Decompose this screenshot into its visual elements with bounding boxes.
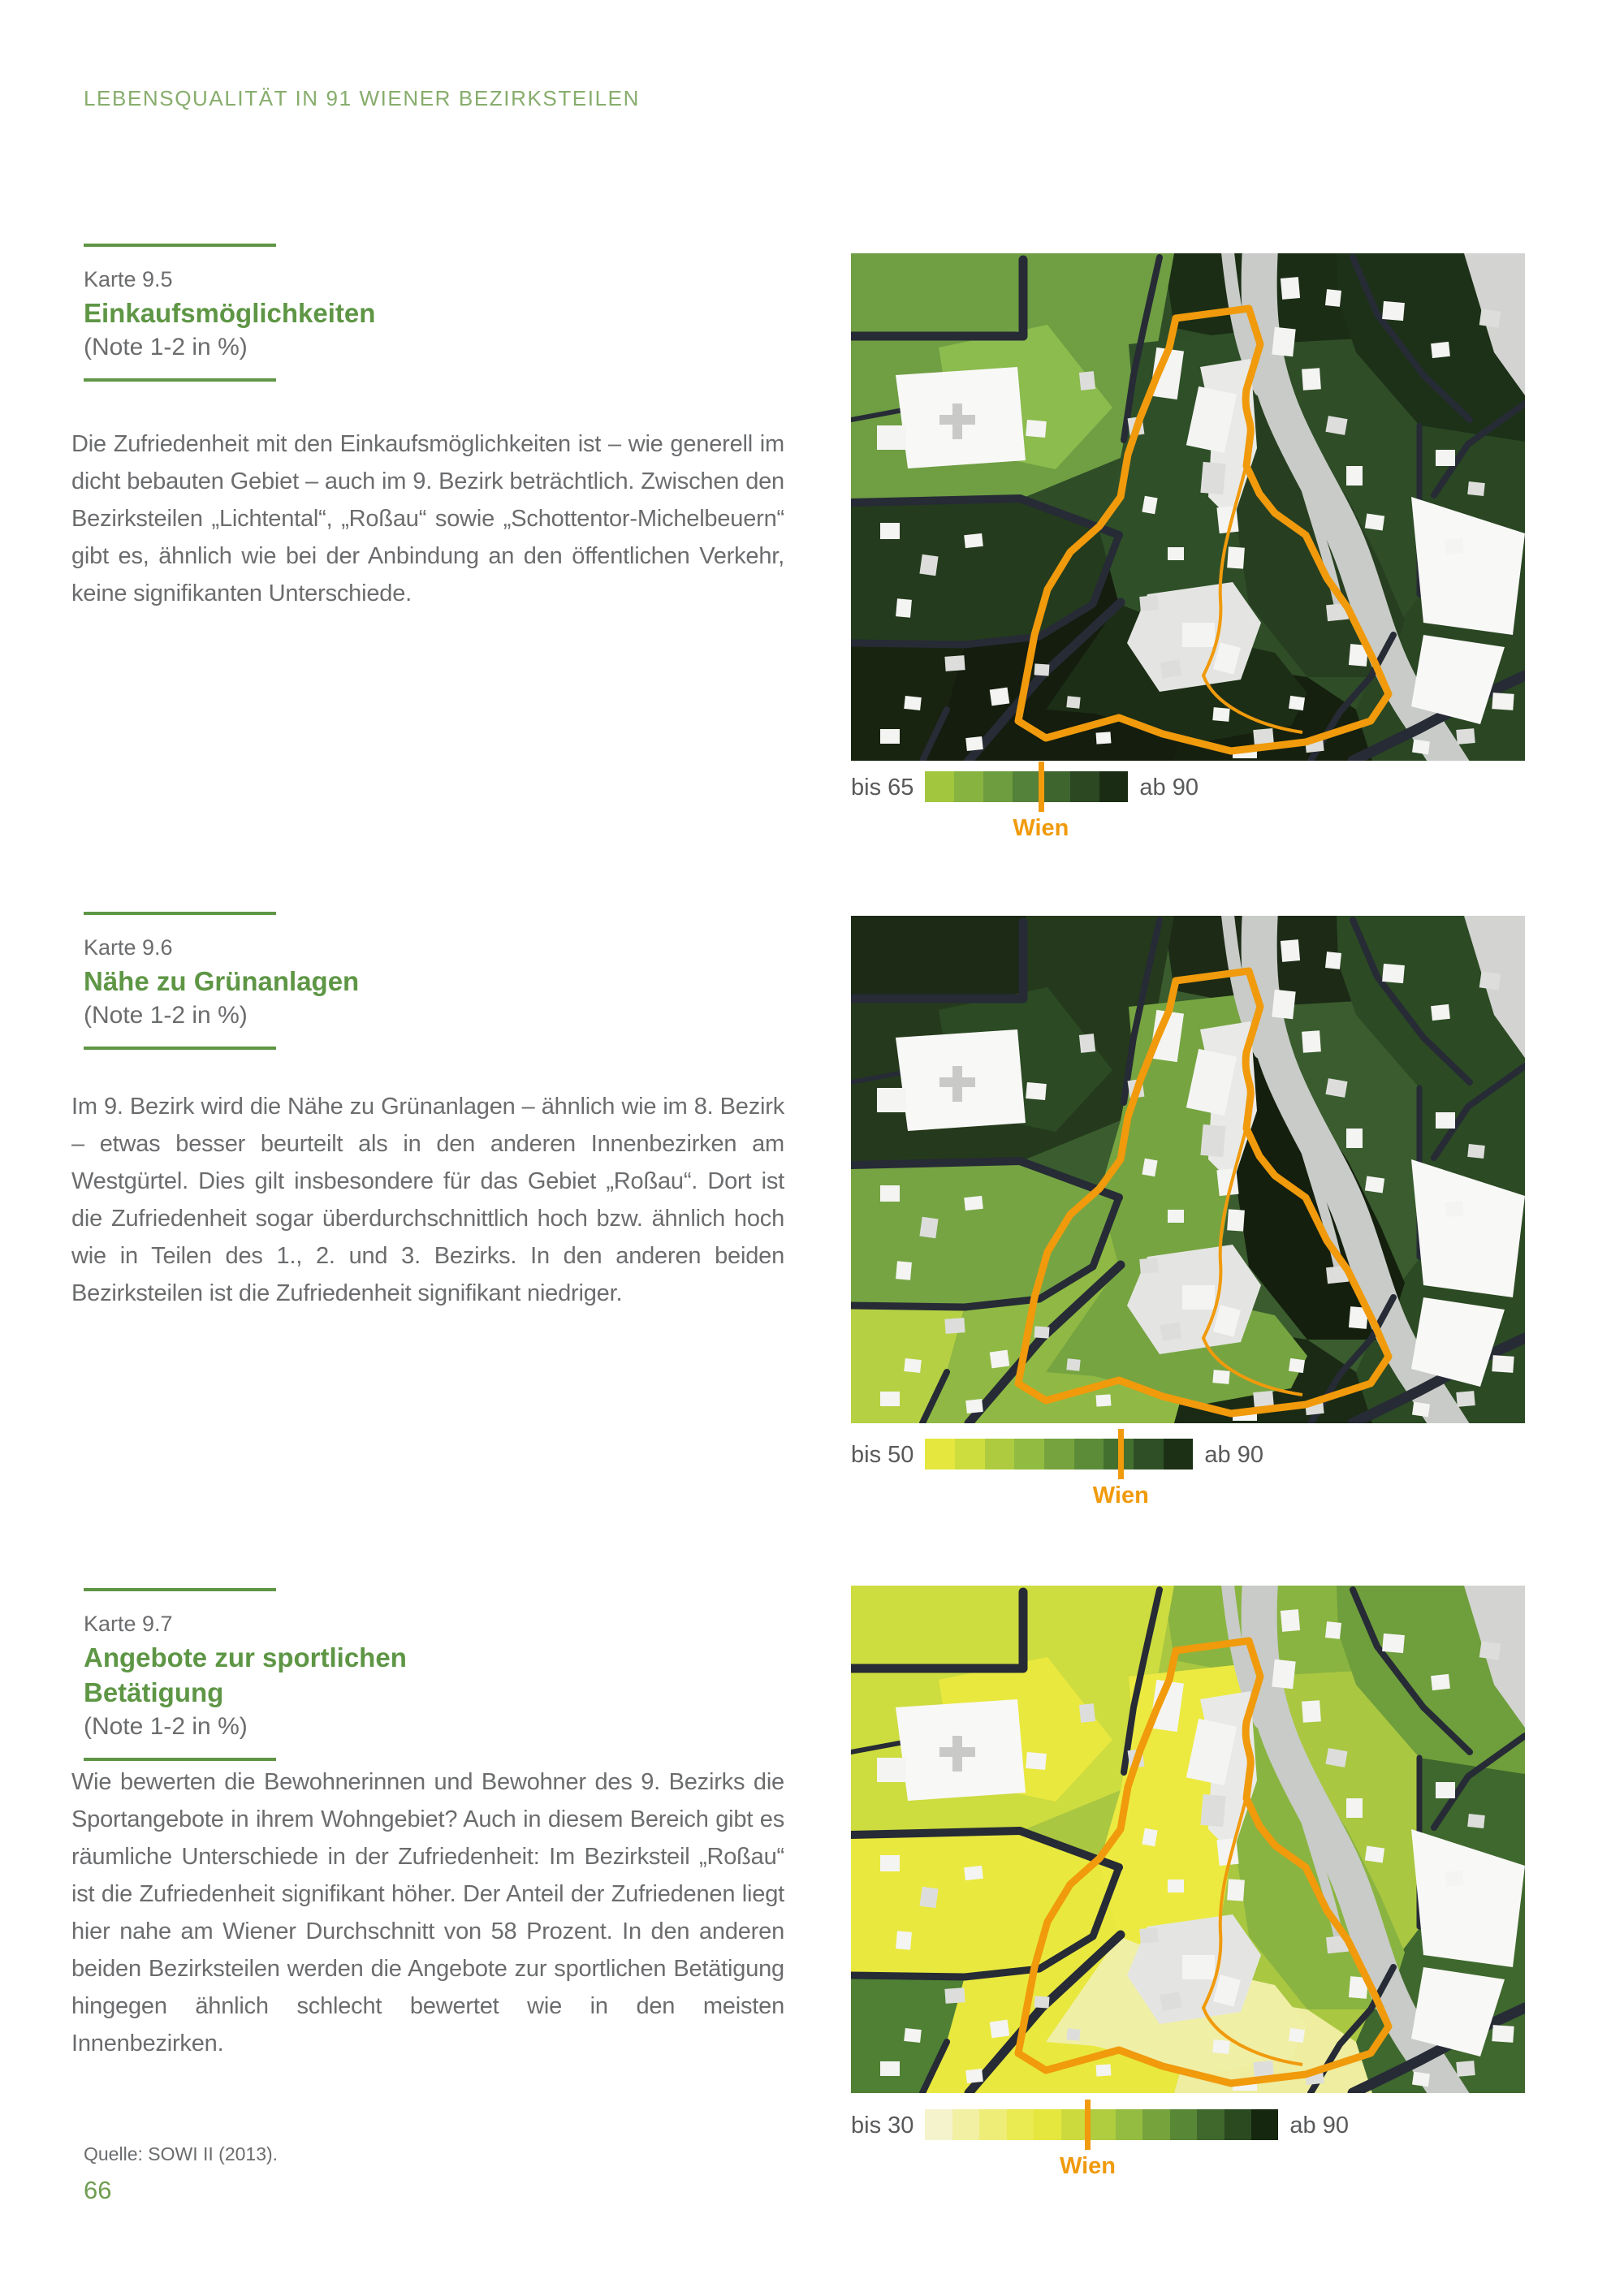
building-footprint: [1200, 462, 1225, 494]
caption-rule-bottom: [84, 378, 276, 382]
building-footprint: [1382, 301, 1405, 321]
source-note: Quelle: SOWI II (2013).: [84, 2143, 279, 2164]
building-footprint: [1168, 1880, 1184, 1892]
building-footprint: [1467, 1144, 1485, 1159]
building-footprint: [1479, 1641, 1501, 1659]
map-caption-9-7: [84, 1588, 425, 1761]
building-footprint: [1142, 496, 1157, 514]
church-cross-icon: [939, 1747, 975, 1757]
building-footprint: [919, 1217, 938, 1239]
legend-swatch: [1034, 2109, 1060, 2140]
legend-swatch: [925, 771, 954, 802]
map-legend-sport: [851, 2109, 1349, 2199]
building-footprint: [944, 1987, 965, 2004]
building-footprint: [919, 555, 938, 576]
church-cross-icon: [939, 1077, 975, 1087]
building-footprint: [1142, 1828, 1157, 1846]
legend-swatch: [1224, 2109, 1251, 2140]
building-footprint: [1456, 728, 1475, 744]
caption-rule-bottom: [84, 1758, 276, 1761]
building-footprint: [1253, 728, 1273, 744]
wien-average-label: Wien: [1013, 815, 1069, 841]
building-footprint: [1034, 663, 1050, 675]
karte-number: Karte 9.7: [84, 1612, 173, 1636]
building-footprint: [880, 729, 900, 744]
legend-max-label: ab 90: [1204, 1442, 1263, 1468]
legend-swatch: [1116, 2109, 1142, 2140]
map-canvas: [851, 253, 1525, 761]
building-footprint: [880, 1392, 900, 1406]
building-footprint: [965, 736, 983, 751]
building-footprint: [990, 688, 1010, 706]
building-footprint: [904, 2028, 922, 2043]
building-footprint: [1139, 1258, 1158, 1274]
building-footprint: [1200, 1794, 1225, 1827]
building-footprint: [880, 523, 900, 539]
building-footprint: [1096, 732, 1112, 744]
building-footprint: [1160, 659, 1181, 679]
building-footprint: [877, 425, 906, 450]
building-footprint: [1445, 1871, 1464, 1888]
legend-swatch: [1014, 1439, 1044, 1470]
legend-swatch: [985, 1439, 1015, 1470]
building-footprint: [1281, 277, 1300, 300]
building-footprint: [919, 1887, 938, 1909]
building-footprint: [1431, 1674, 1450, 1690]
legend-max-label: ab 90: [1289, 2113, 1349, 2138]
building-footprint: [1479, 971, 1501, 990]
legend-swatch: [925, 2109, 952, 2140]
wien-average-marker: [1039, 762, 1044, 812]
building-footprint: [1365, 514, 1384, 531]
building-footprint: [1212, 707, 1229, 722]
building-footprint: [1253, 2061, 1273, 2077]
building-footprint: [1034, 1326, 1050, 1338]
legend-swatch: [955, 1439, 985, 1470]
building-footprint: [1302, 368, 1321, 390]
building-footprint: [1456, 2061, 1475, 2077]
legend-swatch: [952, 2109, 979, 2140]
building-footprint: [1302, 1700, 1321, 1722]
building-footprint: [877, 1758, 906, 1782]
building-footprint: [880, 1855, 900, 1871]
church-cross-icon: [939, 415, 975, 425]
building-footprint: [1272, 327, 1295, 357]
legend-swatch: [1134, 1439, 1164, 1470]
legend-swatch: [1007, 2109, 1034, 2140]
building-footprint: [896, 1261, 912, 1280]
building-footprint: [1302, 1030, 1321, 1052]
paragraph-gruenanlagen: Im 9. Bezirk wird die Nähe zu Grünanlagen – ähnlich wie im 8. Bezirk – etwas besser beurteilt als in den anderen Innenbezirken am Westgürtel. Dies gilt insbesondere für das Gebiet „Roßau“. Dort ist die Zufriedenheit sogar überdurchschnittlich hoch bzw. ähnlich hoch wie in Teilen des 1., 2. und 3. Bezirks. In den anderen beiden Bezirksteilen ist die Zufriedenheit signifikant niedriger.: [71, 1094, 784, 1306]
building-footprint: [990, 1350, 1010, 1369]
building-footprint: [1227, 546, 1245, 568]
building-footprint: [896, 598, 912, 617]
building-footprint: [1212, 1370, 1229, 1384]
building-footprint: [1272, 1659, 1295, 1690]
district-region: [851, 1586, 1026, 1669]
building-footprint: [1168, 547, 1184, 560]
map-legend-einkauf: [851, 771, 1199, 861]
karte-title: Einkaufsmöglichkeiten: [84, 298, 376, 328]
building-footprint: [880, 1185, 900, 1202]
building-footprint: [1026, 420, 1047, 438]
choropleth-map-sport: [851, 1586, 1525, 2093]
legend-gradient-bar: [925, 771, 1128, 841]
building-footprint: [1289, 2028, 1305, 2043]
karte-number: Karte 9.5: [84, 267, 173, 291]
building-footprint: [1227, 1879, 1245, 1901]
caption-rule-top: [84, 244, 276, 247]
building-footprint: [1436, 1782, 1455, 1798]
building-footprint: [1325, 416, 1347, 435]
district-region: [851, 253, 1026, 337]
building-footprint: [877, 1088, 906, 1112]
building-footprint: [1289, 696, 1305, 710]
map-caption-9-5: [84, 244, 425, 382]
building-footprint: [1142, 1159, 1157, 1176]
wien-average-label: Wien: [1092, 1482, 1149, 1508]
building-footprint: [1467, 1814, 1485, 1828]
map-canvas: [851, 1586, 1525, 2093]
building-footprint: [1079, 1703, 1095, 1723]
building-footprint: [1168, 1210, 1184, 1223]
legend-swatch: [1251, 2109, 1278, 2140]
district-region: [851, 916, 1026, 999]
building-footprint: [1182, 1955, 1215, 1979]
paragraph-sport: Wie bewerten die Bewohnerinnen und Bewohner des 9. Bezirks die Sportangebote in ihrem Wohngebiet? Auch in diesem Bereich gibt es räumliche Unterschiede in der Zufriedenheit: Im Bezirksteil „Roßau“ ist die Zufriedenheit signifikant höher. Der Anteil der Zufriedenen liegt hier nahe am Wiener Durchschnitt von 58 Prozent. In den anderen beiden Bezirksteilen werden die Angebote zur sportlichen Betätigung hingegen ähnlich schlecht bewertet wie in den meisten Innenbezirken.: [71, 1769, 784, 2056]
building-footprint: [1325, 1748, 1347, 1767]
building-footprint: [904, 1358, 922, 1373]
choropleth-map-einkauf: [851, 253, 1525, 761]
legend-swatch: [1041, 771, 1070, 802]
building-footprint: [1412, 2072, 1430, 2087]
building-footprint: [1160, 1322, 1181, 1341]
building-footprint: [1200, 1124, 1225, 1157]
building-footprint: [1382, 1634, 1405, 1653]
building-footprint: [1096, 2064, 1112, 2076]
choropleth-map-gruenanlagen: [851, 916, 1525, 1423]
legend-swatch: [1070, 771, 1099, 802]
legend-swatch: [1197, 2109, 1224, 2140]
building-footprint: [1346, 1129, 1363, 1148]
building-footprint: [1412, 1402, 1430, 1418]
building-footprint: [1436, 450, 1455, 466]
legend-gradient-bar: [925, 1439, 1193, 1508]
building-footprint: [1456, 1391, 1475, 1407]
map-legend-gruenanlagen: [851, 1439, 1263, 1528]
building-footprint: [1492, 2025, 1514, 2043]
legend-swatch: [1044, 1439, 1074, 1470]
building-footprint: [1227, 1209, 1245, 1231]
building-footprint: [880, 2061, 900, 2076]
building-footprint: [1182, 1285, 1215, 1310]
building-footprint: [964, 1866, 983, 1880]
caption-rule-bottom: [84, 1047, 276, 1050]
building-footprint: [1467, 481, 1485, 496]
wien-average-marker: [1118, 1429, 1124, 1479]
wien-average-marker: [1085, 2100, 1091, 2150]
building-footprint: [1182, 623, 1215, 647]
karte-number: Karte 9.6: [84, 935, 173, 960]
building-footprint: [944, 655, 965, 671]
building-footprint: [1139, 595, 1158, 611]
legend-swatch: [983, 771, 1013, 802]
building-footprint: [1034, 1996, 1050, 2008]
building-footprint: [1365, 1176, 1384, 1193]
building-footprint: [1079, 371, 1095, 391]
building-footprint: [1066, 696, 1080, 709]
building-footprint: [1325, 289, 1341, 307]
building-footprint: [1431, 342, 1450, 358]
legend-swatch: [1164, 1439, 1194, 1470]
building-footprint: [1346, 466, 1363, 486]
paragraph-einkauf: Die Zufriedenheit mit den Einkaufsmöglichkeiten ist – wie generell im dicht bebauten Gebiet – auch im 9. Bezirk beträchtlich. Zwischen den Bezirksteilen „Lichtental“, „Roßau“ sowie „Schottentor-Michelbeuern“ gibt es, ähnlich wie bei der Anbindung an den öffentlichen Verkehr, keine signifikanten Unterschiede.: [71, 431, 784, 606]
building-footprint: [965, 2069, 983, 2083]
legend-swatch: [1170, 2109, 1197, 2140]
building-footprint: [1479, 309, 1501, 327]
page-number: 66: [84, 2176, 112, 2204]
building-footprint: [964, 1196, 983, 1211]
building-footprint: [904, 696, 922, 710]
karte-note: (Note 1-2 in %): [84, 334, 248, 360]
caption-rule-top: [84, 1588, 276, 1591]
wien-average-label: Wien: [1059, 2153, 1116, 2179]
page-header: LEBENSQUALITÄT IN 91 WIENER BEZIRKSTEILEN: [84, 86, 640, 110]
legend-swatch: [1099, 771, 1129, 802]
karte-title: Nähe zu Grünanlagen: [84, 966, 360, 996]
legend-swatch: [979, 2109, 1006, 2140]
legend-max-label: ab 90: [1139, 775, 1199, 801]
legend-swatch: [925, 1439, 955, 1470]
building-footprint: [1492, 1355, 1514, 1373]
building-footprint: [1325, 1078, 1347, 1098]
building-footprint: [1492, 693, 1514, 710]
building-footprint: [1365, 1846, 1384, 1863]
building-footprint: [1382, 964, 1405, 983]
building-footprint: [1445, 538, 1464, 555]
building-footprint: [1026, 1082, 1047, 1100]
legend-swatch: [1013, 771, 1042, 802]
building-footprint: [1026, 1752, 1047, 1770]
building-footprint: [1325, 952, 1341, 969]
map-caption-9-6: [84, 912, 425, 1050]
building-footprint: [1325, 1621, 1341, 1639]
map-canvas: [851, 916, 1525, 1423]
building-footprint: [1139, 1927, 1158, 1944]
karte-note: (Note 1-2 in %): [84, 1713, 248, 1740]
building-footprint: [896, 1931, 912, 1949]
building-footprint: [1079, 1034, 1095, 1053]
building-footprint: [1066, 1358, 1080, 1371]
building-footprint: [944, 1318, 965, 1334]
legend-swatch: [954, 771, 983, 802]
legend-swatch: [1142, 2109, 1169, 2140]
building-footprint: [1253, 1391, 1273, 1407]
building-footprint: [1346, 1798, 1363, 1818]
building-footprint: [1066, 2028, 1080, 2041]
building-footprint: [1431, 1004, 1450, 1021]
building-footprint: [964, 533, 983, 548]
legend-swatch: [1088, 2109, 1115, 2140]
building-footprint: [1281, 939, 1300, 962]
building-footprint: [1289, 1358, 1305, 1373]
building-footprint: [1445, 1201, 1464, 1218]
legend-swatch: [1061, 2109, 1088, 2140]
legend-min-label: bis 50: [851, 1442, 914, 1468]
building-footprint: [1436, 1112, 1455, 1129]
building-footprint: [1160, 1992, 1181, 2011]
building-footprint: [1212, 2039, 1229, 2054]
building-footprint: [965, 1399, 983, 1413]
legend-gradient-bar: [925, 2109, 1278, 2179]
caption-rule-top: [84, 912, 276, 915]
karte-note: (Note 1-2 in %): [84, 1002, 248, 1029]
karte-title: Angebote zur sportlichen Betätigung: [84, 1642, 407, 1707]
legend-min-label: bis 65: [851, 775, 914, 801]
building-footprint: [1272, 990, 1295, 1020]
building-footprint: [1096, 1394, 1112, 1406]
building-footprint: [990, 2020, 1010, 2039]
building-footprint: [1412, 740, 1430, 755]
legend-min-label: bis 30: [851, 2113, 914, 2138]
building-footprint: [1281, 1609, 1300, 1632]
legend-swatch: [1074, 1439, 1104, 1470]
